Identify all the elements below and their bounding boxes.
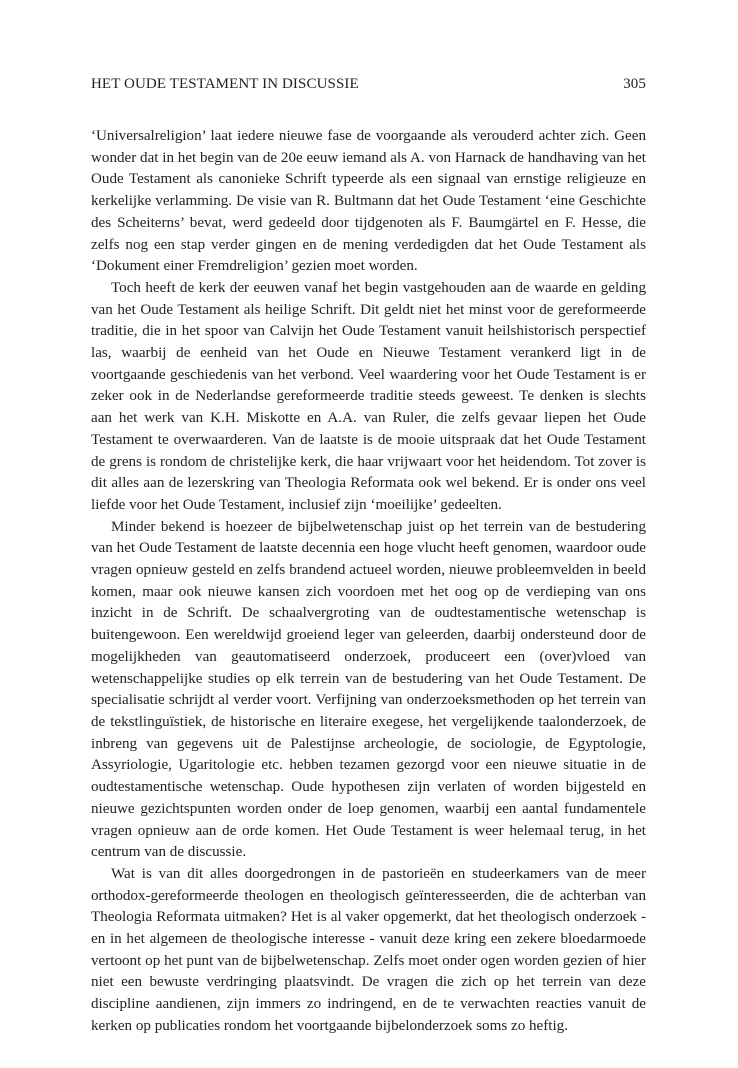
body-text [91, 126, 646, 1038]
paragraph-1: ‘Universalreligion’ laat iedere nieuwe fase de voorgaande als verouderd achter zich. Geen wonder dat in het begin van de 20e eeuw iemand als A. von Harnack de handhaving van het Oude Testament als canonieke Schrift typeerde als een signaal van ernstige religieuze en kerkelijke verlamming. De visie van R. Bultmann dat het Oude Testament ‘eine Geschichte des Scheiterns’ bevat, werd gedeeld door tijdgenoten als F. Baumgärtel en F. Hesse, die zelfs nog een stap verder gingen en de mening verdedigden dat het Oude Testament als ‘Dokument einer Fremdreligion’ gezien moet worden. [91, 128, 646, 275]
paragraph-3: Minder bekend is hoezeer de bijbelwetenschap juist op het terrein van de bestudering van het Oude Testament de laatste decennia een hoge vlucht heeft genomen, waardoor oude vragen opnieuw gesteld en zelfs brandend actueel worden, nieuwe probleemvelden in beeld komen, maar ook nieuwe kansen zich voordoen met het oog op de verdieping van ons inzicht in de Schrift. De schaalvergroting van de oudtestamentische wetenschap is buitengewoon. Een wereldwijd groeiend leger van geleerden, daarbij ondersteund door de mogelijkheden van geautomatiseerd onderzoek, produceert een (over)vloed van wetenschappelijke studies op elk terrein van de bestudering van het Oude Testament. De specialisatie schrijdt al verder voort. Verfijning van onderzoeksmethoden op het terrein van de tekstlinguïstiek, de historische en literaire exegese, het vergelijkende taalonderzoek, de inbreng van gegevens uit de Palestijnse archeologie, de sociologie, de Egyptologie, Assyriologie, Ugaritologie etc. hebben tezamen gezorgd voor een nieuwe situatie in de oudtestamentische wetenschap. Oude hypothesen zijn verlaten of worden bijgesteld en nieuwe gezichtspunten worden onder de loep genomen, waarbij een aantal fundamentele vragen opnieuw aan de orde komen. Het Oude Testament is weer helemaal terug, in het centrum van de discussie. [91, 518, 646, 861]
page-number: 305 [623, 76, 646, 92]
running-head [91, 76, 646, 98]
running-title: HET OUDE TESTAMENT IN DISCUSSIE [91, 76, 359, 92]
paragraph-4: Wat is van dit alles doorgedrongen in de pastorieën en studeerkamers van de meer orthodox-gereformeerde theologen en theologisch geïnteresseerden, die de achterban van Theologia Reformata uitmaken? Het is al vaker opgemerkt, dat het theologisch onderzoek - en in het algemeen de theologische interesse - vanuit deze kring een zekere bloedarmoede vertoont op het punt van de bijbelwetenschap. Zelfs moet onder ogen worden gezien of hier niet een bewuste verdringing plaatsvindt. De vragen die zich op het terrein van deze discipline aandienen, zijn immers zo indringend, en de te verwachten reacties vanuit de kerken op publicaties rondom het voortgaande bijbelonderzoek soms zo heftig. [91, 865, 646, 1034]
paragraph-2: Toch heeft de kerk der eeuwen vanaf het begin vastgehouden aan de waarde en gelding van het Oude Testament als heilige Schrift. Dit geldt niet het minst voor de gereformeerde traditie, die in het spoor van Calvijn het Oude Testament vanuit heilshistorisch perspectief las, waarbij de eenheid van het Oude en Nieuwe Testament verankerd ligt in de voortgaande geschiedenis van het verbond. Veel waardering voor het Oude Testament is er zeker ook in de Nederlandse gereformeerde traditie steeds geweest. Te denken is slechts aan het werk van K.H. Miskotte en A.A. van Ruler, die zelfs gevaar liepen het Oude Testament te overwaarderen. Van de laatste is de mooie uitspraak dat het Oude Testament de grens is rondom de christelijke kerk, die haar vrijwaart voor het heidendom. Tot zover is dit alles aan de lezerskring van Theologia Reformata ook wel bekend. Er is onder ons veel liefde voor het Oude Testament, inclusief zijn ‘moeilijke’ gedeelten. [91, 279, 646, 513]
book-page [91, 76, 646, 1038]
